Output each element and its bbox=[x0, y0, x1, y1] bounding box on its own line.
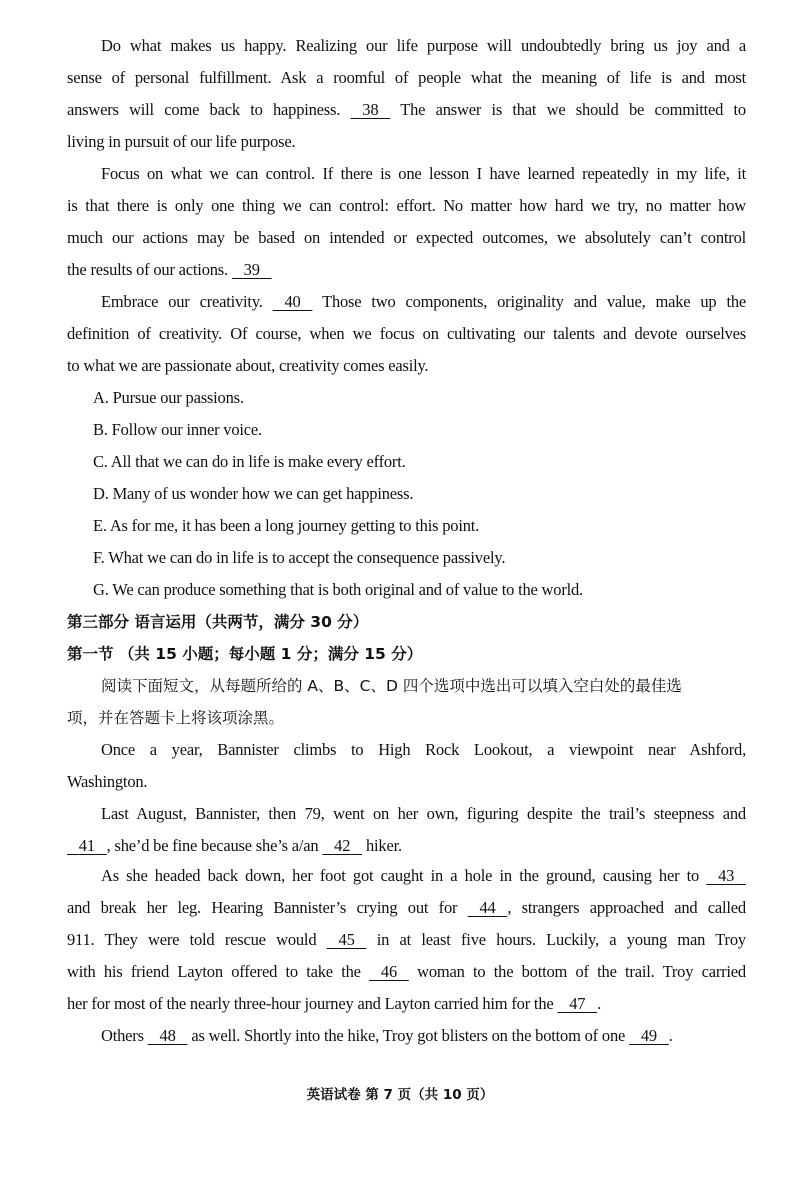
text: . bbox=[597, 994, 602, 1013]
text: the results of our actions. bbox=[67, 260, 228, 279]
text: , strangers approached and called bbox=[507, 898, 746, 917]
para-control-line-2: is that there is only one thing we can control: effort. No matter how hard we try, no matter how bbox=[67, 196, 746, 215]
para-creativity-line-2: definition of creativity. Of course, when we focus on cultivating our talents and devote ourselves bbox=[67, 324, 746, 343]
blank-number: 43 bbox=[718, 866, 735, 885]
part-three-title: 第三部分 语言运用（共两节，满分 30 分） bbox=[67, 613, 369, 631]
para-creativity-line-1 bbox=[101, 292, 746, 312]
passage-b-p3-line-5 bbox=[67, 994, 746, 1014]
blank-39[interactable] bbox=[232, 260, 272, 280]
blank-number: 39 bbox=[243, 260, 260, 279]
text: Others bbox=[101, 1026, 144, 1045]
blank-number: 44 bbox=[479, 898, 496, 917]
para-control-line-3: much our actions may be based on intended or expected outcomes, we absolutely can’t control bbox=[67, 228, 746, 247]
blank-43[interactable] bbox=[706, 866, 746, 886]
blank-47[interactable] bbox=[557, 994, 597, 1014]
para-control-line-4 bbox=[67, 260, 746, 280]
text: hiker. bbox=[365, 836, 402, 855]
para-creativity-line-3: to what we are passionate about, creativity comes easily. bbox=[67, 356, 429, 375]
option-b[interactable]: B. Follow our inner voice. bbox=[93, 420, 262, 439]
text: and break her leg. Hearing Bannister’s crying out for bbox=[67, 898, 458, 917]
passage-b-p2-line-1: Last August, Bannister, then 79, went on her own, figuring despite the trail’s steepness and bbox=[101, 804, 746, 823]
blank-number: 47 bbox=[569, 994, 586, 1013]
text: as well. Shortly into the hike, Troy got blisters on the bottom of one bbox=[191, 1026, 626, 1045]
option-a[interactable]: A. Pursue our passions. bbox=[93, 388, 244, 407]
text: , she’d be fine because she’s a/an bbox=[106, 836, 319, 855]
text: 911. They were told rescue would bbox=[67, 930, 317, 949]
text: The answer is that we should be committed to bbox=[400, 100, 746, 119]
option-g[interactable]: G. We can produce something that is both original and of value to the world. bbox=[93, 580, 583, 599]
passage-b-p3-line-4 bbox=[67, 962, 746, 982]
blank-number: 41 bbox=[78, 836, 95, 855]
blank-number: 40 bbox=[284, 292, 301, 311]
blank-44[interactable] bbox=[468, 898, 508, 918]
text: her for most of the nearly three-hour journey and Layton carried him for the bbox=[67, 994, 554, 1013]
passage-b-p1-line-1: Once a year, Bannister climbs to High Rock Lookout, a viewpoint near Ashford, bbox=[101, 740, 746, 759]
blank-49[interactable] bbox=[629, 1026, 669, 1046]
text: woman to the bottom of the trail. Troy carried bbox=[417, 962, 746, 981]
instruction-line-1: 阅读下面短文，从每题所给的 A、B、C、D 四个选项中选出可以填入空白处的最佳选 bbox=[101, 677, 682, 695]
blank-45[interactable] bbox=[327, 930, 367, 950]
para-control-line-1: Focus on what we can control. If there is one lesson I have learned repeatedly in my life, it bbox=[101, 164, 746, 183]
text: with his friend Layton offered to take the bbox=[67, 962, 361, 981]
passage-b-p2-line-2 bbox=[67, 836, 746, 856]
text: . bbox=[668, 1026, 673, 1045]
para-happy-line-3 bbox=[67, 100, 746, 120]
option-f[interactable]: F. What we can do in life is to accept the consequence passively. bbox=[93, 548, 506, 567]
para-happy-line-2: sense of personal fulfillment. Ask a roomful of people what the meaning of life is and most bbox=[67, 68, 746, 87]
passage-b-p4-line-1 bbox=[101, 1026, 746, 1046]
section-one-title: 第一节 （共 15 小题；每小题 1 分；满分 15 分） bbox=[67, 645, 423, 663]
option-e[interactable]: E. As for me, it has been a long journey getting to this point. bbox=[93, 516, 480, 535]
instruction-line-2: 项，并在答题卡上将该项涂黑。 bbox=[67, 709, 285, 727]
passage-b-p3-line-3 bbox=[67, 930, 746, 950]
page-footer: 英语试卷 第 7 页（共 10 页） bbox=[306, 1087, 494, 1103]
blank-number: 48 bbox=[159, 1026, 176, 1045]
text: Those two components, originality and value, make up the bbox=[322, 292, 746, 311]
passage-b-p3-line-2 bbox=[67, 898, 746, 918]
text: As she headed back down, her foot got caught in a hole in the ground, causing her to bbox=[101, 866, 700, 885]
passage-b-p1-line-2: Washington. bbox=[67, 772, 148, 791]
option-d[interactable]: D. Many of us wonder how we can get happiness. bbox=[93, 484, 414, 503]
blank-number: 45 bbox=[338, 930, 355, 949]
blank-number: 49 bbox=[640, 1026, 657, 1045]
blank-number: 42 bbox=[334, 836, 351, 855]
passage-b-p3-line-1 bbox=[101, 866, 746, 886]
blank-number: 38 bbox=[362, 100, 379, 119]
text: Embrace our creativity. bbox=[101, 292, 263, 311]
option-c[interactable]: C. All that we can do in life is make every effort. bbox=[93, 452, 406, 471]
blank-42[interactable] bbox=[322, 836, 362, 856]
para-happy-line-4: living in pursuit of our life purpose. bbox=[67, 132, 296, 151]
text: answers will come back to happiness. bbox=[67, 100, 341, 119]
blank-48[interactable] bbox=[148, 1026, 188, 1046]
blank-46[interactable] bbox=[369, 962, 409, 982]
blank-40[interactable] bbox=[273, 292, 313, 312]
blank-38[interactable] bbox=[351, 100, 391, 120]
blank-number: 46 bbox=[380, 962, 397, 981]
text: in at least five hours. Luckily, a young man Troy bbox=[376, 930, 746, 949]
blank-41[interactable] bbox=[67, 836, 107, 856]
para-happy-line-1: Do what makes us happy. Realizing our life purpose will undoubtedly bring us joy and a bbox=[101, 36, 746, 55]
